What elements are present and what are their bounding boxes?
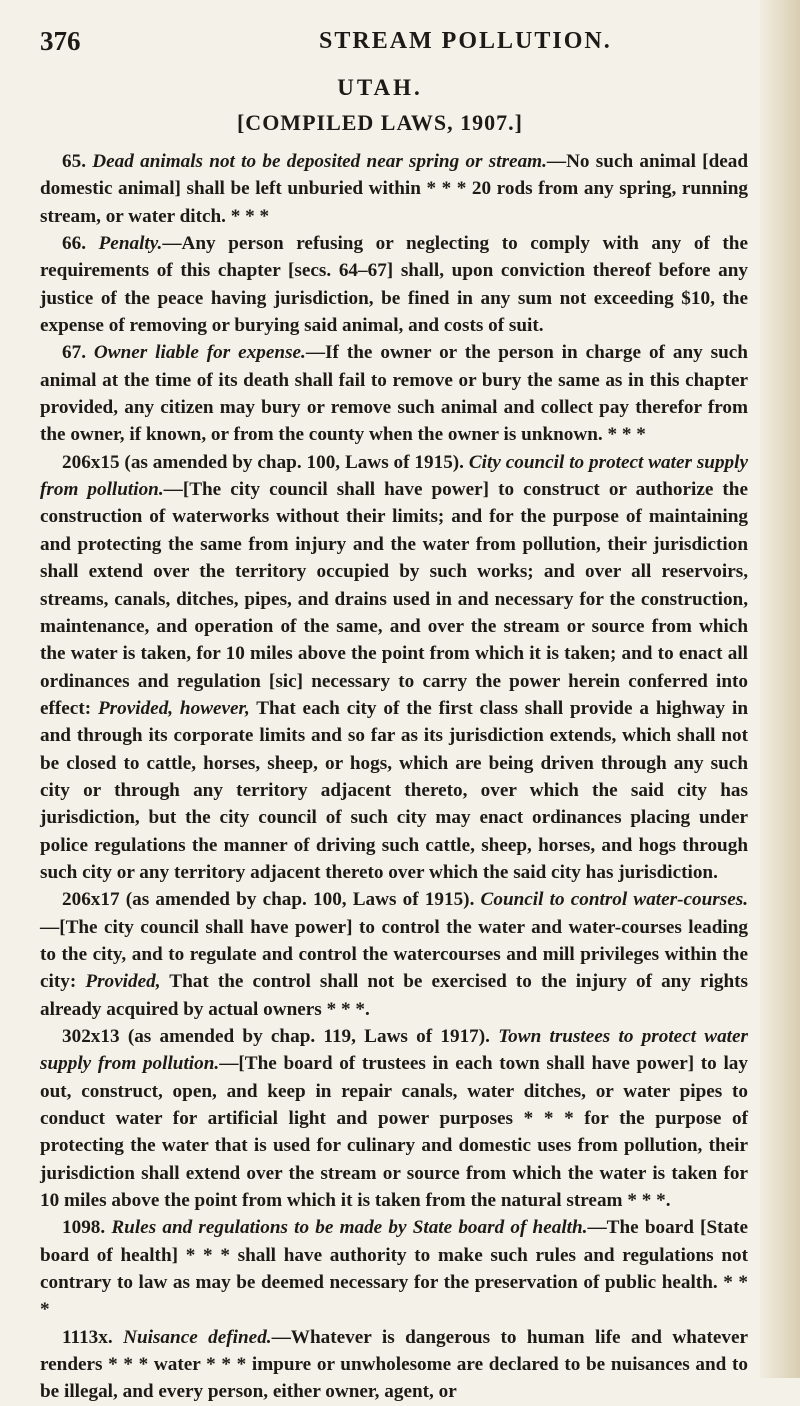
section-number: 66.: [62, 233, 86, 255]
compiled-laws-heading: [COMPILED LAWS, 1907.]: [236, 110, 523, 135]
section-title: Council to control water-courses.: [480, 889, 748, 911]
section-title: Town trustees to protect water supply from pollution.: [40, 1026, 748, 1075]
section-number: 67.: [62, 342, 86, 364]
section-66: [40, 230, 748, 339]
section-text: —Whatever is dangerous to human life and whatever renders * * * water * * * impure or unwholesome are declared to be nuisances and to be illegal, and every person, either owner, agent, or: [40, 1326, 748, 1403]
section-67: [40, 339, 748, 448]
section-title: Rules and regulations to be made by State board of health.: [111, 1217, 588, 1239]
section-title: Penalty.: [98, 233, 163, 255]
proviso-label: Provided,: [85, 971, 161, 993]
page-number: 376: [40, 26, 81, 56]
section-1098: [40, 1214, 748, 1323]
section-text: —The board [State board of health] * * * shall have authority to make such rules and regulations not contrary to law as may be deemed necessary for the preservation of public health. * * *: [40, 1217, 749, 1321]
proviso-text: That the control shall not be exercised to the injury of any rights already acquired by actual owners * * *.: [40, 971, 749, 1020]
section-text: —If the owner or the person in charge of any such animal at the time of its death shall fail to remove or bury the same as in this chapter provided, any citizen may bury or remove such animal and collect pay therefor from the owner, if known, or from the county when the owner is unknown. * * *: [40, 342, 748, 446]
section-title: City council to protect water supply from pollution.: [40, 451, 748, 501]
section-text: —Any person refusing or neglecting to comply with any of the requirements of this chapter [secs. 64–67] shall, upon conviction thereof before any justice of the peace having jurisdiction, be fined in any sum not exceeding $10, the expense of removing or burying said animal, and costs of suit.: [40, 233, 748, 337]
proviso-label: Provided, however,: [97, 697, 250, 719]
section-number: 1113x.: [62, 1326, 113, 1348]
section-title: Dead animals not to be deposited near spring or stream.: [92, 151, 547, 172]
section-number: 65.: [62, 151, 86, 172]
proviso-text: That each city of the first class shall provide a highway in and through its corporate limits and so far as its jurisdiction extends, which shall not be closed to cattle, horses, sheep, or hogs, which are being driven through any such city or through any territory adjacent thereto, over which the said city has jurisdiction, but the city council of such city may enact ordinances placing under police regulations the manner of driving such cattle, sheep, horses, and hogs through such city or any territory adjacent thereto over which the said city has jurisdiction.: [40, 697, 748, 883]
section-text: —No such animal [dead domestic animal] shall be left unburied within * * * 20 rods from any spring, running stream, or water ditch. * * *: [40, 151, 749, 227]
section-65: [40, 148, 748, 230]
section-302x13: [40, 1023, 748, 1214]
document-body: [40, 148, 748, 1406]
section-206x17: [40, 886, 748, 1023]
section-number: 206x15 (as amended by chap. 100, Laws of 1915).: [62, 451, 464, 473]
page-header: [40, 26, 740, 56]
section-text: —[The board of trustees in each town shall have power] to lay out, construct, open, and keep in repair canals, water ditches, or water pipes to conduct water for artificial light and power purposes * * * for the purpose of protecting the water that is used for culinary and domestic uses from pollution, their jurisdiction shall extend over the stream or source from which the water is taken for 10 miles above the point from which it is taken from the natural stream * * *.: [40, 1053, 748, 1212]
section-number: 206x17 (as amended by chap. 100, Laws of 1915).: [62, 889, 475, 911]
running-title: STREAM POLLUTION.: [319, 28, 612, 54]
section-text: —[The city council shall have power] to construct or authorize the construction of waterworks without their limits; and for the purpose of maintaining and protecting the same from injury and the water from pollution, their jurisdiction shall extend over the territory occupied by such works; and over all reservoirs, streams, canals, ditches, pipes, and drains used in and necessary for the construction, maintenance, and operation of the same, and over the stream or source from which the water is taken, for 10 miles above the point from which it is taken; and to enact all ordinances and regulation [sic] necessary to carry the power herein conferred into effect:: [40, 479, 748, 719]
state-heading: UTAH.: [337, 75, 423, 100]
section-title: Nuisance defined.: [123, 1326, 272, 1348]
section-title: Owner liable for expense.: [93, 342, 306, 364]
section-text: —[The city council shall have power] to control the water and water-courses leading to the city, and to regulate and control the watercourses and mill privileges within the city:: [40, 916, 748, 993]
section-1113x: [40, 1324, 748, 1406]
section-number: 1098.: [62, 1217, 106, 1239]
section-number: 302x13 (as amended by chap. 119, Laws of 1917).: [62, 1026, 490, 1047]
page-edge: [760, 0, 800, 1378]
section-206x15: [40, 449, 748, 887]
